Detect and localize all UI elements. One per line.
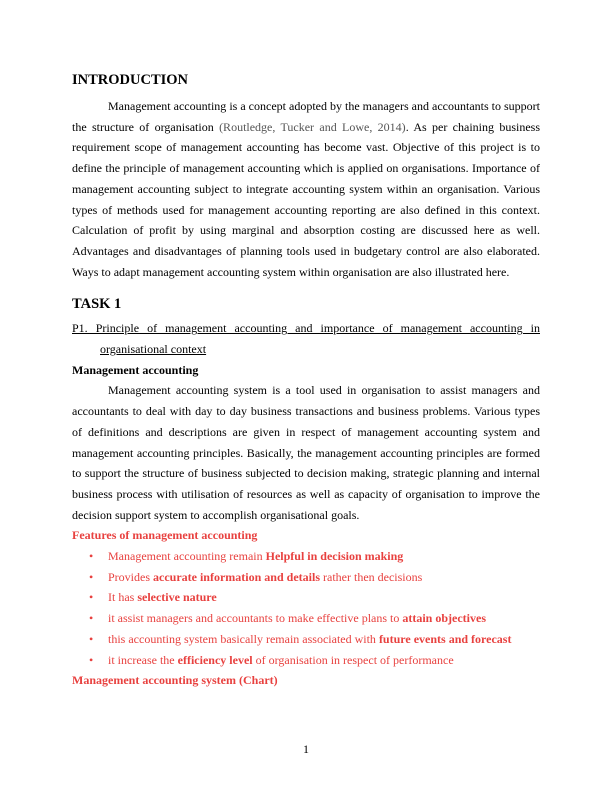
feature-item: • Management accounting remain Helpful in decision making bbox=[72, 546, 540, 567]
management-accounting-heading: Management accounting bbox=[72, 362, 199, 377]
task1-heading: TASK 1 bbox=[72, 296, 122, 313]
features-list bbox=[72, 546, 540, 670]
intro-text-1: Management accounting is a concept adopted by the managers and accountants to support the structure of organisation bbox=[72, 99, 540, 134]
chart-heading: Management accounting system (Chart) bbox=[72, 673, 278, 688]
bullet-icon: • bbox=[89, 590, 94, 605]
page-number: 1 bbox=[303, 742, 309, 756]
bullet-icon: • bbox=[89, 549, 94, 564]
management-accounting-paragraph: Management accounting system is a tool used in organisation to assist managers and accountants to deal with day to day business transactions and business problems. Various types of definitions and descriptions are given in respect of management accounting system and management accounting principles. Basically, the management accounting principles are formed to support the structure of business subjected to decision making, strategic planning and internal business process with utilisation of resources as well as capacity of organisation to improve the decision support system to accomplish organisational goals. bbox=[72, 383, 540, 522]
bullet-icon: • bbox=[89, 611, 94, 626]
features-heading: Features of management accounting bbox=[72, 528, 258, 543]
bullet-icon: • bbox=[89, 569, 94, 584]
feature-item: • this accounting system basically remain associated with future events and forecast bbox=[72, 629, 540, 650]
p1-title: P1. Principle of management accounting and importance of management accounting in organisational context bbox=[72, 321, 540, 357]
bullet-icon: • bbox=[89, 631, 94, 646]
document-page bbox=[72, 70, 540, 691]
feature-item: • Provides accurate information and details rather then decisions bbox=[72, 567, 540, 588]
feature-item: • It has selective nature bbox=[72, 587, 540, 608]
feature-item: • it increase the efficiency level of organisation in respect of performance bbox=[72, 650, 540, 671]
bullet-icon: • bbox=[89, 652, 94, 667]
intro-paragraph bbox=[72, 96, 540, 282]
feature-item: • it assist managers and accountants to make effective plans to attain objectives bbox=[72, 608, 540, 629]
intro-text-2: . As per chaining business requirement scope of management accounting has become vast. Objective of this project is to define the principle of management accounting which is applied on organisations. Importance of management accounting subject to integrate accounting system within an organisation. Various types of methods used for management accounting reporting are also defined in this context. Calculation of profit by using marginal and absorption costing are discussed here as well. Advantages and disadvantages of planning tools used in budgetary control are also elaborated. Ways to adapt management accounting system within organisation are also illustrated here. bbox=[72, 119, 540, 279]
intro-citation: (Routledge, Tucker and Lowe, 2014) bbox=[219, 119, 406, 134]
intro-heading: INTRODUCTION bbox=[72, 72, 189, 88]
